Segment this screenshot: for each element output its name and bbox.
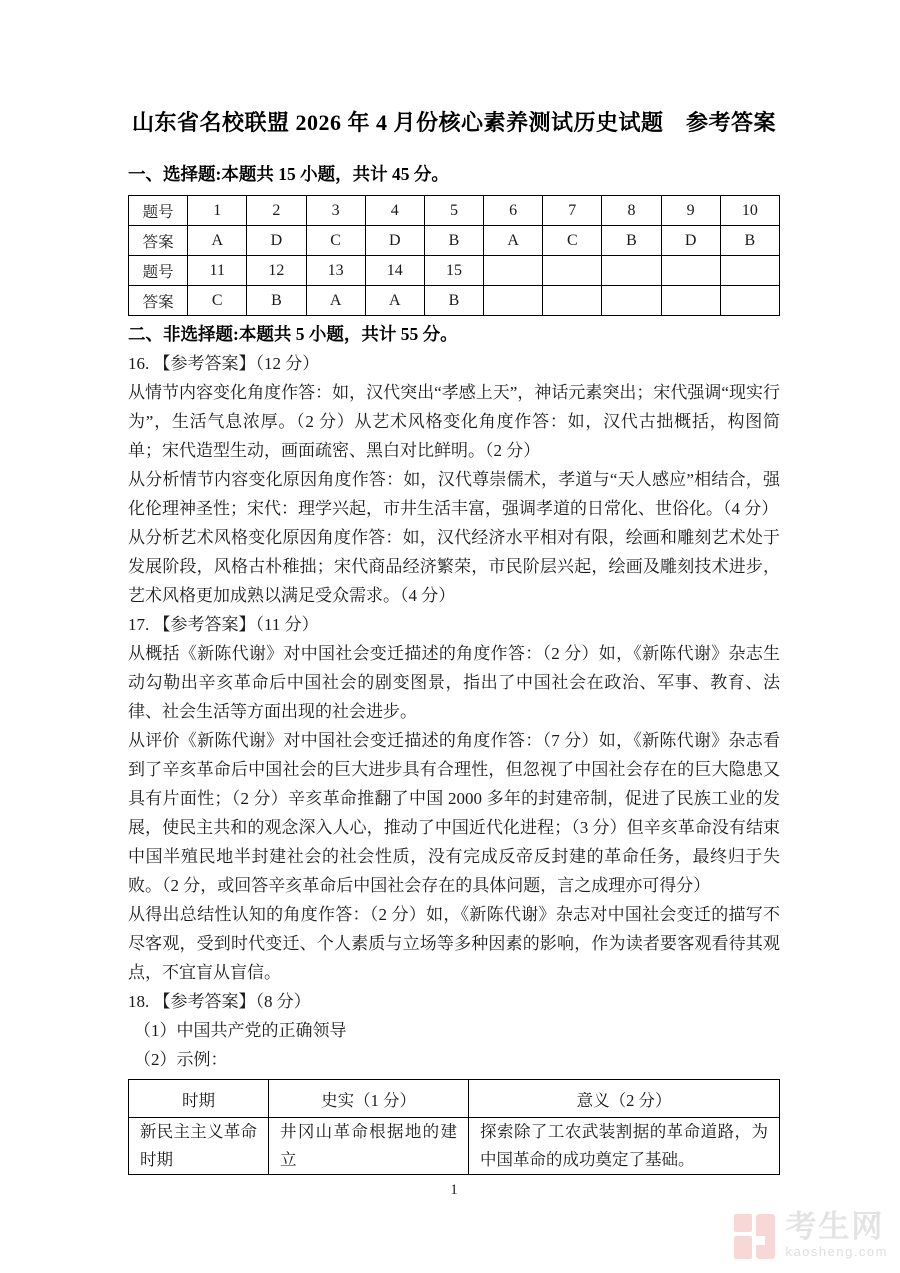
- answer-key-cell: D: [365, 226, 424, 256]
- answer-key-cell: 12: [247, 256, 306, 286]
- question-17-heading: 17. 【参考答案】（11 分）: [128, 615, 319, 634]
- table-row: [129, 1118, 780, 1175]
- logo-block: [734, 1214, 752, 1232]
- answer-key-cell: B: [424, 226, 483, 256]
- answer-key-cell: 9: [661, 196, 720, 226]
- example-table: [128, 1079, 780, 1175]
- question-18-heading: 18. 【参考答案】（8 分）: [128, 992, 311, 1011]
- question-16-paragraph: 从分析艺术风格变化原因角度作答：如，汉代经济水平相对有限，绘画和雕刻艺术处于发展阶段，风格古朴稚拙；宋代商品经济繁荣，市民阶层兴起，绘画及雕刻技术进步，艺术风格更加成熟以满足受众需求。（4 分）: [128, 528, 780, 605]
- answer-key-cell: 14: [365, 256, 424, 286]
- question-16-answer: [128, 349, 780, 610]
- answer-key-cell: 答案: [129, 226, 188, 256]
- table-row: [129, 196, 780, 226]
- answer-key-cell: A: [306, 286, 365, 316]
- question-16-paragraph: 从情节内容变化角度作答：如，汉代突出“孝感上天”，神话元素突出；宋代强调“现实行为”，生活气息浓厚。（2 分）从艺术风格变化角度作答：如，汉代古拙概括，构图简单；宋代造型生动，画面疏密、黑白对比鲜明。（2 分）: [128, 383, 780, 460]
- example-table-cell: 新民主主义革命时期: [129, 1118, 269, 1175]
- nonchoice-section-heading: 二、非选择题:本题共 5 小题，共计 55 分。: [128, 324, 458, 344]
- answer-key-cell: 答案: [129, 286, 188, 316]
- answer-key-cell: 1: [188, 196, 247, 226]
- table-row: [129, 286, 780, 316]
- example-table-header: 史实（1 分）: [269, 1080, 469, 1118]
- answer-key-cell: [602, 256, 661, 286]
- answer-key-cell: 4: [365, 196, 424, 226]
- document-page: [128, 0, 780, 1203]
- answer-key-cell: A: [365, 286, 424, 316]
- watermark-text: [785, 1208, 888, 1259]
- answer-key-cell: 11: [188, 256, 247, 286]
- document-title: 山东省名校联盟 2026 年 4 月份核心素养测试历史试题 参考答案: [131, 110, 776, 135]
- table-row: [129, 256, 780, 286]
- answer-key-cell: B: [247, 286, 306, 316]
- answer-key-cell: 题号: [129, 196, 188, 226]
- example-table-cell: 探索除了工农武装割据的革命道路，为中国革命的成功奠定了基础。: [469, 1118, 780, 1175]
- answer-key-cell: [720, 256, 779, 286]
- question-17-paragraph: 从得出总结性认知的角度作答：（2 分）如，《新陈代谢》杂志对中国社会变迁的描写不尽客观，受到时代变迁、个人素质与立场等多种因素的影响，作为读者要客观看待其观点，不宜盲从盲信。: [128, 905, 780, 982]
- logo-notch: [756, 1236, 765, 1245]
- answer-key-cell: 8: [602, 196, 661, 226]
- answer-key-cell: 10: [720, 196, 779, 226]
- logo-block: [734, 1236, 752, 1259]
- table-header-row: [129, 1080, 780, 1118]
- answer-key-cell: [543, 286, 602, 316]
- question-16-heading: 16. 【参考答案】（12 分）: [128, 354, 320, 373]
- answer-key-table: [128, 195, 780, 316]
- question-16-paragraph: 从分析情节内容变化原因角度作答：如，汉代尊崇儒术，孝道与“天人感应”相结合，强化伦理神圣性；宋代：理学兴起，市井生活丰富，强调孝道的日常化、世俗化。（4 分）: [128, 470, 780, 518]
- answer-key-cell: [661, 256, 720, 286]
- question-18-answer: [128, 987, 780, 1175]
- answer-key-cell: 5: [424, 196, 483, 226]
- example-table-header: 意义（2 分）: [469, 1080, 780, 1118]
- example-table-cell: 井冈山革命根据地的建立: [269, 1118, 469, 1175]
- question-18-item: （1）中国共产党的正确领导: [134, 1021, 347, 1040]
- answer-key-cell: B: [602, 226, 661, 256]
- answer-key-cell: 6: [484, 196, 543, 226]
- question-17-paragraph: 从概括《新陈代谢》对中国社会变迁描述的角度作答：（2 分）如，《新陈代谢》杂志生动勾勒出辛亥革命后中国社会的剧变图景，指出了中国社会在政治、军事、教育、法律、社会生活等方面出现的社会进步。: [128, 644, 780, 721]
- question-17-answer: [128, 610, 780, 987]
- watermark-site-name: 考生网: [785, 1208, 885, 1244]
- answer-key-cell: C: [306, 226, 365, 256]
- answer-key-cell: 3: [306, 196, 365, 226]
- answer-key-cell: 题号: [129, 256, 188, 286]
- kaosheng-logo-icon: [721, 1205, 779, 1263]
- answer-key-cell: [720, 286, 779, 316]
- answer-key-cell: D: [661, 226, 720, 256]
- answer-key-cell: [484, 286, 543, 316]
- answer-key-cell: B: [720, 226, 779, 256]
- answer-key-cell: C: [188, 286, 247, 316]
- answer-key-cell: D: [247, 226, 306, 256]
- answer-key-cell: [484, 256, 543, 286]
- answer-key-cell: B: [424, 286, 483, 316]
- example-table-header: 时期: [129, 1080, 269, 1118]
- question-17-paragraph: 从评价《新陈代谢》对中国社会变迁描述的角度作答：（7 分）如，《新陈代谢》杂志看到了辛亥革命后中国社会的巨大进步具有合理性，但忽视了中国社会存在的巨大隐患又具有片面性；（2 分）辛亥革命推翻了中国 2000 多年的封建帝制，促进了民族工业的发展，使民主共和的观念深入人心，推动了中国近代化进程；（3 分）但辛亥革命没有结束中国半殖民地半封建社会的社会性质，没有完成反帝反封建的革命任务，最终归于失败。（2 分，或回答辛亥革命后中国社会存在的具体问题，言之成理亦可得分）: [128, 731, 780, 895]
- page-number: 1: [450, 1182, 458, 1198]
- question-18-item: （2）示例：: [134, 1050, 228, 1069]
- answer-key-cell: 2: [247, 196, 306, 226]
- answer-key-cell: [543, 256, 602, 286]
- answer-key-cell: 13: [306, 256, 365, 286]
- answer-key-cell: A: [484, 226, 543, 256]
- answer-key-cell: 15: [424, 256, 483, 286]
- answer-key-cell: A: [188, 226, 247, 256]
- choice-section-heading: 一、选择题:本题共 15 小题，共计 45 分。: [128, 164, 449, 184]
- answer-key-cell: 7: [543, 196, 602, 226]
- watermark-site-url: kaosheng.com: [785, 1243, 888, 1259]
- answer-key-cell: C: [543, 226, 602, 256]
- table-row: [129, 226, 780, 256]
- kaosheng-watermark: [721, 1205, 888, 1263]
- answer-key-cell: [661, 286, 720, 316]
- answer-key-cell: [602, 286, 661, 316]
